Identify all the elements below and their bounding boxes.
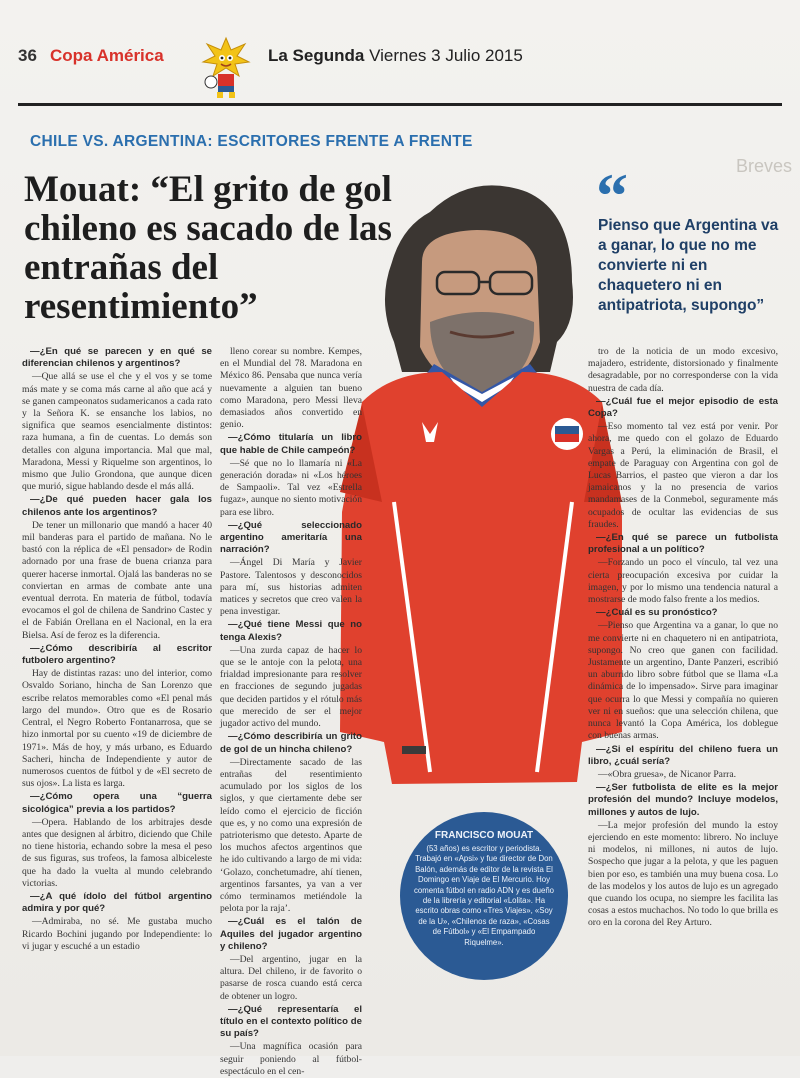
interview-answer: —Sé que no lo llamaría ni «La generación dorada» ni «Los héroes de Sampaoli». Tal vez «Estrella fugaz», aunque no siento motivación para ese libro.: [220, 457, 362, 518]
pullquote-mark: “: [596, 160, 628, 231]
interview-question: —¿Qué seleccionado argentino ameritaría una narración?: [220, 519, 362, 556]
interview-question: —¿A qué ídolo del fútbol argentino admira y por qué?: [22, 890, 212, 915]
interview-question: —¿Si el espíritu del chileno fuera un libro, ¿cuál sería?: [588, 743, 778, 767]
interview-answer: —Una zurda capaz de hacer lo que se le antoje con la pelota, una frialdad impresionante para resolver en fracciones de segundo jugadas que deciden partidos y el rótulo más que merecido de ser el mejor jugador activo del mundo.: [220, 644, 362, 730]
page-header: [18, 40, 782, 70]
copa-america-mascot-icon: [201, 36, 251, 100]
interview-answer: Hay de distintas razas: uno del interior, como Osvaldo Soriano, hincha de San Lorenzo que escribe relatos memorables como «El penal más largo del mundo». Otro que es de Rosario Central, el Negro Roberto Fontanarrosa, que se hizo inmortal por su cuento «19 de diciembre de 1971». Más de hoy, y más urbano, es Eduardo Sacheri, hincha de Independiente y autor de numerosos cuentos de fútbol y de «El secreto de sus ojos». La lista es larga.: [22, 668, 212, 790]
interview-answer: lleno corear su nombre. Kempes, en el Mundial del 78. Maradona en México 86. Pensaba que nunca vería nuevamente a alguien tan bueno como Maradona, pero Messi lleva demasiados años convertido en genio.: [220, 346, 362, 431]
issue-date: Viernes 3 Julio 2015: [369, 46, 523, 65]
paper-name: La Segunda: [268, 46, 365, 65]
interview-answer: —Directamente sacado de las entrañas del resentimiento acumulado por los siglos de los siglos, y que ciertamente debe ser leído como el ejercicio de ficción que es, y no como una expresión de patrioterismo que detesto. Aparte de los muchos afectos argentinos que he ido cultivando a largo de mi vida: ‘Golazo, conchetumadre, ahí tienen, argentinos farsantes, ya van a ver cómo terminamos metiéndole la pelota por la raja’.: [220, 756, 362, 915]
bio-body: (53 años) es escritor y periodista. Trabajó en «Apsi» y fue director de Don Balón, además de editor de la revista El Domingo en Viaje de El Mercurio. Hoy comenta fútbol en radio ADN y es dueño de la librería y editorial «Lolita». Ha escrito obras como «Tres Viajes», «Soy de la U», «Chilenos de raza», «Cosas de Fútbol» y «El Empampado Riquelme».: [414, 844, 554, 947]
article-column-2: [220, 346, 362, 1077]
interview-answer: —Pienso que Argentina va a ganar, lo que no me convierte ni en chaquetero ni en antipatriota, supongo. No creo que ganen con facilidad. Justamente un argentino, Dante Panzeri, escribió un aburrido libro sobre fútbol que se llama «La dinámica de lo impensado». Sirve para imaginar que ocurra lo que Messi y compañía no quieren ver ni en sueños: que una selección chilena, que nunca levantó la Copa América, los doblegue con buenas armas.: [588, 620, 778, 742]
article-kicker: CHILE VS. ARGENTINA: ESCRITORES FRENTE A FRENTE: [30, 133, 473, 150]
interview-answer: —Ángel Di María y Javier Pastore. Talentosos y desconocidos para mí, sus historias admiten matices y secretos que creo valen la pena investigar.: [220, 557, 362, 618]
interview-question: —¿Cómo describiría un grito de gol de un hincha chileno?: [220, 731, 362, 755]
interview-answer: —Eso momento tal vez está por venir. Por ahora, me quedo con el golazo de Eduardo Vargas a Perú, la eliminación de Brasil, el empate de Paraguay con Argentina con gol de Lucas Barrios, el pasteo que vieron a dar los jamaicanos y la no presencia de varios mandamases de la Conmebol, seguramente más ocupados de ocultar las evidencias de sus fraudes.: [588, 421, 778, 530]
interview-question: —¿Qué tiene Messi que no tenga Alexis?: [220, 619, 362, 643]
pullquote: Pienso que Argentina va a ganar, lo que no me convierte ni en chaquetero ni en antipatriota, supongo”: [598, 217, 779, 314]
interview-question: —¿Qué representaría el título en el contexto político de su país?: [220, 1003, 362, 1040]
interview-answer: tro de la noticia de un modo excesivo, majadero, estridente, distorsionado y finalmente desagradable, por no corresponderse con la vida nuestra de cada día.: [588, 346, 778, 394]
interview-answer: De tener un millonario que mandó a hacer 40 mil banderas para el partido de mañana. No le bastó con la réplica de «El pensador» de Rodin adornado por una frase de buena crianza para querer hacerse inmortal. Ojalá las banderas no se conviertan en armas de combate ante una eventual derrota. En materia de fútbol, todavía evocamos el gol de chilena de Sandrino Castec y el de Fabián Orellana en el Nacional, en la era Bielsa. Así de feroz es la diferencia.: [22, 519, 212, 641]
interview-answer: —Admiraba, no sé. Me gustaba mucho Ricardo Bochini jugando por Independiente: lo vi jugar y escuché a un estadio: [22, 916, 212, 952]
interview-question: —¿Cómo describiría al escritor futbolero argentino?: [22, 642, 212, 667]
interview-question: —¿En qué se parece un futbolista profesional a un político?: [588, 532, 778, 556]
section-title: Copa América: [50, 46, 164, 65]
interview-question: —¿Cuál fue el mejor episodio de esta Copa?: [588, 395, 778, 420]
interview-question: —¿Cuál es su pronóstico?: [596, 607, 718, 619]
interview-question: —¿Ser futbolista de elite es la mejor profesión del mundo? Incluye modelos, millones y autos de lujo.: [588, 782, 778, 818]
article-column-1: [22, 346, 212, 1026]
author-portrait-image: [322, 172, 632, 792]
bio-title: FRANCISCO MOUAT: [434, 830, 534, 841]
header-rule: [18, 103, 782, 106]
interview-answer: —Una magnífica ocasión para seguir poniendo al fútbol-espectáculo en el cen-: [220, 1041, 362, 1077]
article-column-3: [588, 346, 778, 1026]
interview-answer: —La mejor profesión del mundo la estoy ejerciendo en este momento: librero. No incluye ni modelos, ni millones, ni autos de lujo. Sospecho que jugar a la pelota, y que les paguen bien por eso, es también una muy buena cosa. Lo de las modelos y los autos de lujo es un agregado que cuando los ocupa, no siempre les facilita las cosas a estos muchachos. No todo lo que brilla es oro en la corona del Rey Arturo.: [588, 819, 778, 929]
interview-answer: —Que allá se use el che y el vos y se tome más mate y se coma más carne al año que acá y se ganen campeonatos sudamericanos a cada rato y la Señora K. se ensanche los labios, no significa que seamos esencialmente distintos: raza humana, a fin de cuentas. Lo demás son detalles con alguna importancia. Mal que mal, Maradona, Messi y Riquelme son argentinos, lo mismo que Julio Grondona, que aunque dicen que murió, sigue hablando desde el más allá.: [22, 371, 212, 493]
interview-answer: —Opera. Hablando de los arbitrajes desde antes que designen al árbitro, diciendo que Chile no tiene historia, echando sobre la mesa el peso de sus figuras, sus trofeos, la famosa albiceleste que ha dado la vuelta al mundo celebrando victorias.: [22, 816, 212, 889]
interview-answer: —«Obra gruesa», de Nicanor Parra.: [598, 768, 736, 780]
author-bio-circle: [400, 812, 568, 980]
interview-question: —¿Cómo titularía un libro que hable de Chile campeón?: [220, 432, 362, 456]
interview-question: —¿En qué se parecen y en qué se diferencian chilenos y argentinos?: [22, 346, 212, 370]
interview-answer: —Forzando un poco el vínculo, tal vez una cierta preocupación excesiva por cuidar la imagen, y por lo mismo una tendencia natural a mostrarse de modo falso frente a los medios.: [588, 557, 778, 606]
interview-question: —¿Cuál es el talón de Aquiles del jugador argentino y chileno?: [220, 916, 362, 952]
masthead: [268, 46, 523, 66]
interview-question: —¿Cómo opera una “guerra sicológica” previa a los partidos?: [22, 791, 212, 815]
breves-label: Breves: [736, 156, 793, 176]
interview-answer: —Del argentino, jugar en la altura. Del chileno, ir de favorito o pasarse de rosca cuando está cerca de obtener un logro.: [220, 953, 362, 1002]
page-number: 36: [18, 46, 37, 65]
interview-question: —¿De qué pueden hacer gala los chilenos ante los argentinos?: [22, 494, 212, 518]
article-headline: Mouat: “El grito de gol chileno es sacado de las entrañas del resentimiento”: [24, 169, 392, 327]
